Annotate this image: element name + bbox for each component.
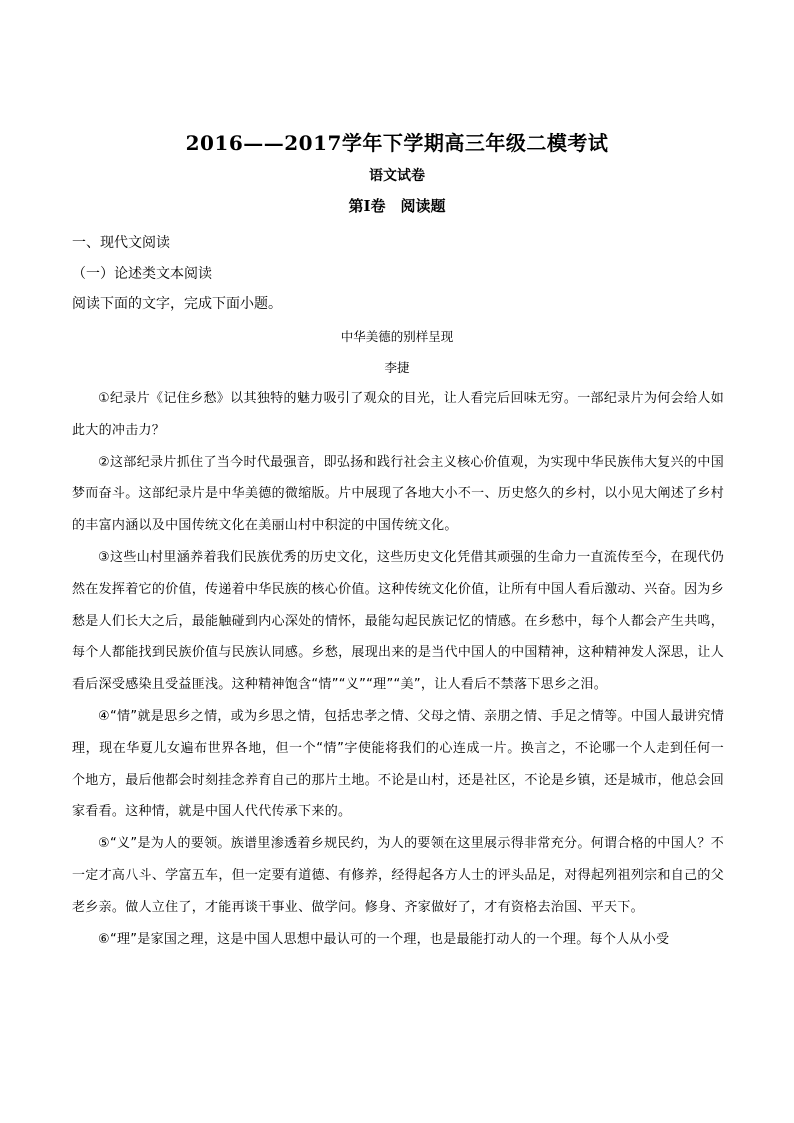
article-title: 中华美德的别样呈现 [340, 329, 454, 344]
article-paragraph: ④“情”就是思乡之情，或为乡思之情，包括忠孝之情、父母之情、亲朋之情、手足之情等。中国人最讲究情理，现在华夏儿女遍布世界各地，但一个“情”字使能将我们的心连成一片。换言之，不论哪一个人走到任何一个地方，最后他都会时刻挂念养育自己的那片土地。不论是山村，还是社区，不论是乡镇，还是城市，他总会回家看看。这种情，就是中国人代代传承下来的。 [72, 708, 724, 820]
exam-title: 2016——2017学年下学期高三年级二模考试 [185, 131, 609, 155]
exam-part-heading: 第Ⅰ卷 阅读题 [348, 197, 446, 215]
article-paragraph: ②这部纪录片抓住了当今时代最强音，即弘扬和践行社会主义核心价值观，为实现中华民族伟大复兴的中国梦而奋斗。这部纪录片是中华美德的微缩版。片中展现了各地大小不一、历史悠久的乡村，以小见大阐述了乡村的丰富内涵以及中国传统文化在美丽山村中积淀的中国传统文化。 [72, 454, 724, 534]
article-paragraph: ③这些山村里涵养着我们民族优秀的历史文化，这些历史文化凭借其顽强的生命力一直流传至今，在现代仍然在发挥着它的价值，传递着中华民族的核心价值。这种传统文化价值，让所有中国人看后激动、兴奋。因为乡愁是人们长大之后，最能触碰到内心深处的情怀，最能勾起民族记忆的情感。在乡愁中，每个人都会产生共鸣，每个人都能找到民族价值与民族认同感。乡愁，展现出来的是当代中国人的中国精神，这种精神发人深思，让人看后深受感染且受益匪浅。这种精神饱含“情”“义”“理”“美”，让人看后不禁落下思乡之泪。 [72, 549, 724, 693]
reading-instruction: 阅读下面的文字，完成下面小题。 [72, 296, 282, 312]
subsection-heading: （一）论述类文本阅读 [72, 266, 212, 282]
article-paragraph: ①纪录片《记住乡愁》以其独特的魅力吸引了观众的目光，让人看完后回味无穷。一部纪录片为何会给人如此大的冲击力？ [72, 391, 724, 438]
article-body [72, 383, 724, 955]
article-paragraph: ⑤“义”是为人的要领。族谱里渗透着乡规民约，为人的要领在这里展示得非常充分。何谓合格的中国人？不一定才高八斗、学富五车，但一定要有道德、有修养，经得起各方人士的评头品足，对得起列祖列宗和自己的父老乡亲。做人立住了，才能再谈干事业、做学问。修身、齐家做好了，才有资格去治国、平天下。 [72, 836, 724, 915]
article-paragraph: ⑥“理”是家国之理，这是中国人思想中最认可的一个理，也是最能打动人的一个理。每个人从小受 [98, 931, 670, 947]
exam-subject: 语文试卷 [369, 168, 425, 184]
section-heading: 一、现代文阅读 [72, 235, 170, 251]
article-author: 李捷 [384, 360, 410, 375]
